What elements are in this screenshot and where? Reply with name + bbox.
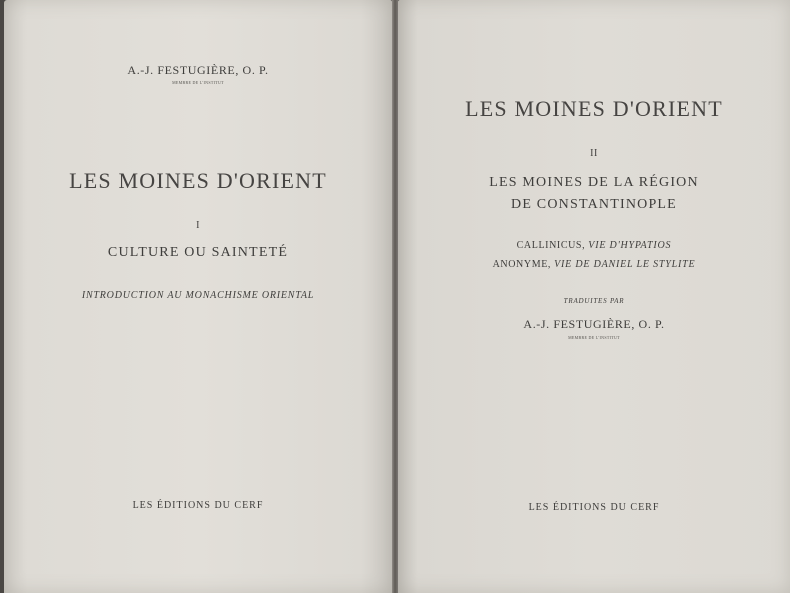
work-line-1 <box>398 240 790 251</box>
subtitle-line-2: DE CONSTANTINOPLE <box>511 197 677 212</box>
left-book-cover <box>4 0 392 593</box>
author-name: A.-J. FESTUGIÈRE, O. P. <box>127 63 269 77</box>
publisher-name: LES ÉDITIONS DU CERF <box>132 500 264 511</box>
translated-by: TRADUITES PAR <box>563 297 625 305</box>
work2-author: ANONYME, <box>492 259 552 270</box>
subtitle-line-1: LES MOINES DE LA RÉGION <box>489 175 699 190</box>
translator-name: A.-J. FESTUGIÈRE, O. P. <box>523 317 665 331</box>
work-line-2 <box>398 259 790 270</box>
volume-number: II <box>590 148 598 159</box>
book-title: LES MOINES D'ORIENT <box>465 96 723 121</box>
work1-title: VIE D'HYPATIOS <box>588 240 672 251</box>
author-affiliation: MEMBRE DE L'INSTITUT <box>172 80 224 85</box>
publisher-name: LES ÉDITIONS DU CERF <box>528 502 660 513</box>
book-subtitle: CULTURE OU SAINTETÉ <box>107 245 289 260</box>
book-title: LES MOINES D'ORIENT <box>69 168 327 193</box>
volume-number: I <box>196 220 200 231</box>
translator-affiliation: MEMBRE DE L'INSTITUT <box>568 335 620 340</box>
right-book-cover <box>398 0 790 593</box>
work1-author: CALLINICUS, <box>516 240 586 251</box>
book-description: INTRODUCTION AU MONACHISME ORIENTAL <box>81 290 315 301</box>
work2-title: VIE DE DANIEL LE STYLITE <box>554 259 696 270</box>
